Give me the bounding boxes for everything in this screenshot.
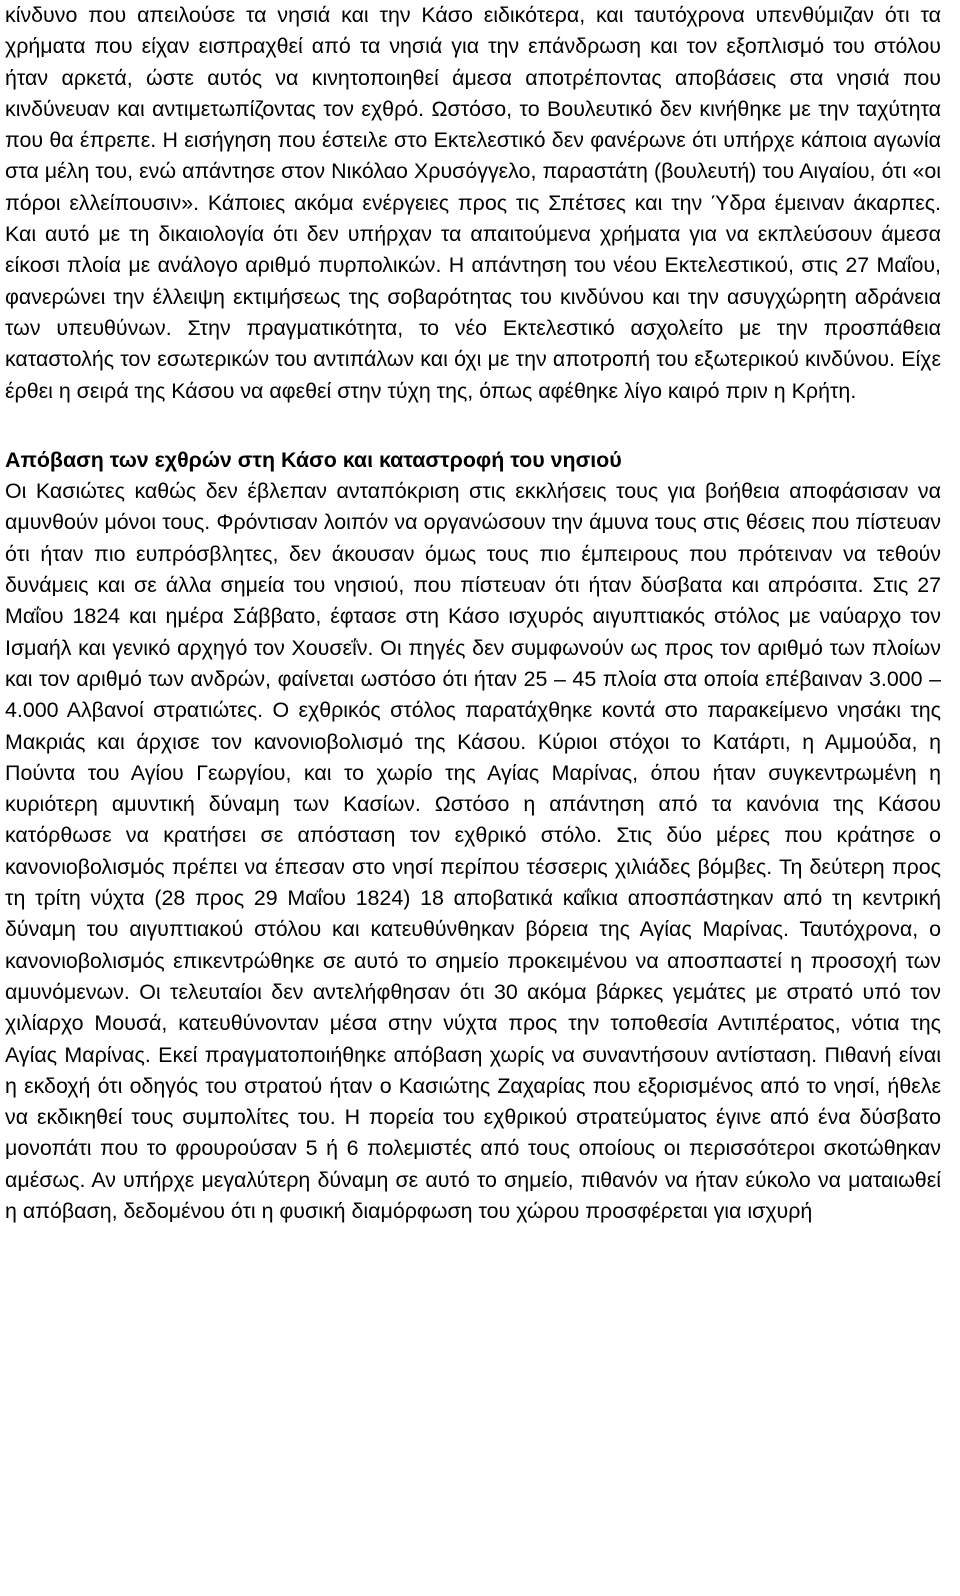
body-paragraph-2: Οι Κασιώτες καθώς δεν έβλεπαν ανταπόκριση στις εκκλήσεις τους για βοήθεια αποφάσισαν να αμυνθούν μόνοι τους. Φρόντισαν λοιπόν να οργανώσουν την άμυνα τους στις θέσεις που πίστευαν ότι ήταν πιο ευπρόσβλητες, δεν άκουσαν όμως τους πιο έμπειρους που πρότειναν να τεθούν δυνάμεις και σε άλλα σημεία του νησιού, που πίστευαν ότι ήταν δύσβατα και απρόσιτα. Στις 27 Μαΐου 1824 και ημέρα Σάββατο, έφτασε στη Κάσο ισχυρός αιγυπτιακός στόλος με ναύαρχο τον Ισμαήλ και γενικό αρχηγό τον Χουσεΐν. Οι πηγές δεν συμφωνούν ως προς τον αριθμό των πλοίων και τον αριθμό των ανδρών, φαίνεται ωστόσο ότι ήταν 25 – 45 πλοία στα οποία επέβαιναν 3.000 – 4.000 Αλβανοί στρατιώτες. Ο εχθρικός στόλος παρατάχθηκε κοντά στο παρακείμενο νησάκι της Μακριάς και άρχισε τον κανονιοβολισμό της Κάσου. Κύριοι στόχοι το Κατάρτι, η Αμμούδα, η Πούντα του Αγίου Γεωργίου, και το χωρίο της Αγίας Μαρίνας, όπου ήταν συγκεντρωμένη η κυριότερη αμυντική δύναμη των Κασίων. Ωστόσο η απάντηση από τα κανόνια της Κάσου κατόρθωσε να κρατήσει σε απόσταση τον εχθρικό στόλο. Στις δύο μέρες που κράτησε ο κανονιοβολισμός πρέπει να έπεσαν στο νησί περίπου τέσσερις χιλιάδες βόμβες. Τη δεύτερη προς τη τρίτη νύχτα (28 προς 29 Μαΐου 1824) 18 αποβατικά καΐκια αποσπάστηκαν από τη κεντρική δύναμη του αιγυπτιακού στόλου και κατευθύνθηκαν βόρεια της Αγίας Μαρίνας. Ταυτόχρονα, ο κανονιοβολισμός επικεντρώθηκε σε αυτό το σημείο προκειμένου να αποσπαστεί η προσοχή των αμυνόμενων. Οι τελευταίοι δεν αντελήφθησαν ότι 30 ακόμα βάρκες γεμάτες με στρατό υπό τον χιλίαρχο Μουσά, κατευθύνονταν μέσα στην νύχτα προς την τοποθεσία Αντιπέρατος, νότια της Αγίας Μαρίνας. Εκεί πραγματοποιήθηκε απόβαση χωρίς να συναντήσουν αντίσταση. Πιθανή είναι η εκδοχή ότι οδηγός του στρατού ήταν ο Κασιώτης Ζαχαρίας που εξορισμένος από το νησί, ήθελε να εκδικηθεί τους συμπολίτες του. Η πορεία του εχθρικού στρατεύματος έγινε από ένα δύσβατο μονοπάτι που το φρουρούσαν 5 ή 6 πολεμιστές από τους οποίους οι περισσότεροι σκοτώθηκαν αμέσως. Αν υπήρχε μεγαλύτερη δύναμη σε αυτό το σημείο, πιθανόν να ήταν εύκολο να ματαιωθεί η απόβαση, δεδομένου ότι η φυσική διαμόρφωση του χώρου προσφέρεται για ισχυρή [5, 479, 941, 1223]
document-page [5, 0, 941, 1227]
section-heading: Απόβαση των εχθρών στη Κάσο και καταστροφή του νησιού [5, 447, 622, 472]
body-paragraph-1: κίνδυνο που απειλούσε τα νησιά και την Κάσο ειδικότερα, και ταυτόχρονα υπενθύμιζαν ότι τα χρήματα που είχαν εισπραχθεί από τα νησιά για την επάνδρωση και τον εξοπλισμό του στόλου ήταν αρκετά, ώστε αυτός να κινητοποιηθεί άμεσα αποτρέποντας αποβάσεις στα νησιά που κινδύνευαν και αντιμετωπίζοντας τον εχθρό. Ωστόσο, το Βουλευτικό δεν κινήθηκε με την ταχύτητα που θα έπρεπε. Η εισήγηση που έστειλε στο Εκτελεστικό δεν φανέρωνε ότι υπήρχε κάποια αγωνία στα μέλη του, ενώ απάντησε στον Νικόλαο Χρυσόγγελο, παραστάτη (βουλευτή) του Αιγαίου, ότι «οι πόροι ελλείπουσιν». Κάποιες ακόμα ενέργειες προς τις Σπέτσες και την Ύδρα έμειναν άκαρπες. Και αυτό με τη δικαιολογία ότι δεν υπήρχαν τα απαιτούμενα χρήματα για να εκπλεύσουν άμεσα είκοσι πλοία με ανάλογο αριθμό πυρπολικών. Η απάντηση του νέου Εκτελεστικού, στις 27 Μαΐου, φανερώνει την έλλειψη εκτιμήσεως της σοβαρότητας του κινδύνου και την ασυγχώρητη αδράνεια των υπευθύνων. Στην πραγματικότητα, το νέο Εκτελεστικό ασχολείτο με την προσπάθεια καταστολής τον εσωτερικών του αντιπάλων και όχι με την αποτροπή του εξωτερικού κινδύνου. Είχε έρθει η σειρά της Κάσου να αφεθεί στην τύχη της, όπως αφέθηκε λίγο καιρό πριν η Κρήτη. [5, 3, 941, 403]
